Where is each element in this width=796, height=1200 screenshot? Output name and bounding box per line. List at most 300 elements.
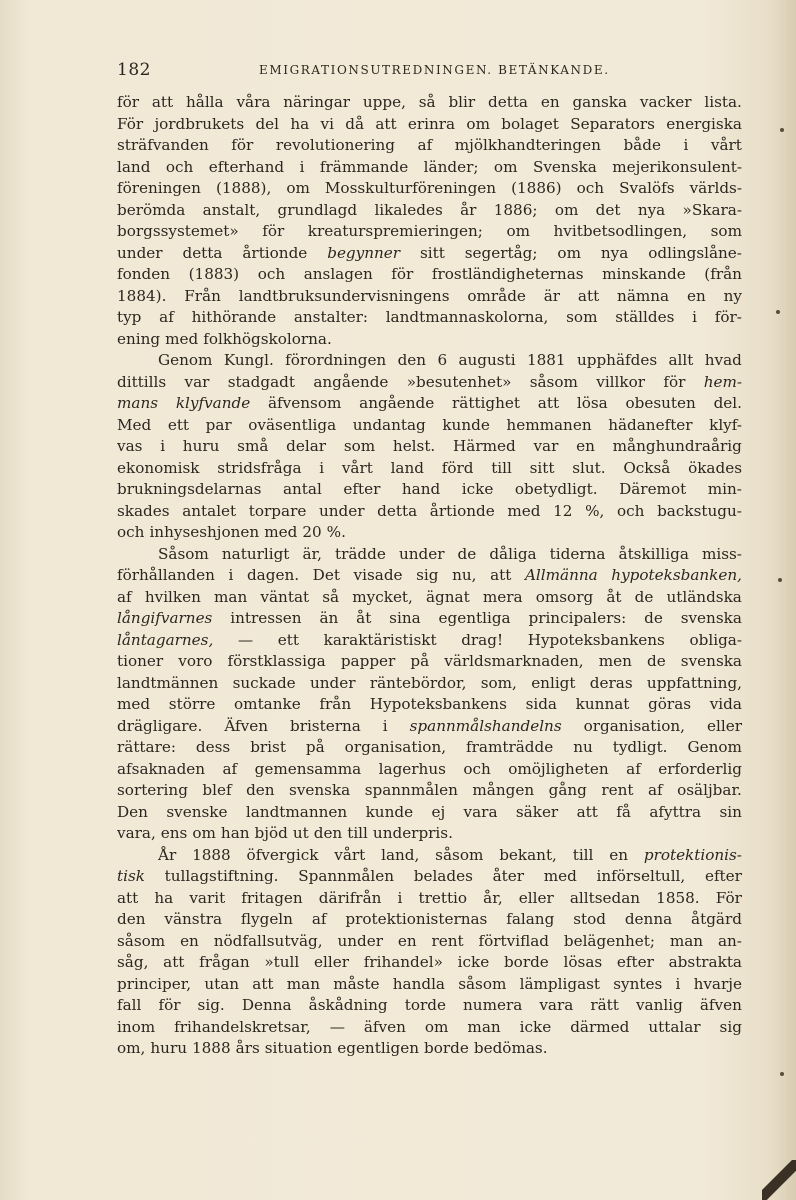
word: 12 bbox=[553, 501, 573, 520]
word: äfven bbox=[363, 1017, 406, 1036]
italic-word: långifvarnes bbox=[117, 609, 213, 627]
word: svenska bbox=[289, 781, 351, 799]
word: karaktäristiskt bbox=[323, 630, 437, 649]
text-line bbox=[117, 415, 742, 437]
text-line bbox=[117, 329, 742, 351]
word: därifrån bbox=[318, 888, 382, 907]
word: år bbox=[460, 200, 477, 219]
word: Denna bbox=[241, 996, 292, 1014]
word: undantag bbox=[352, 415, 426, 434]
word: augusti bbox=[458, 351, 516, 369]
text-line bbox=[117, 780, 742, 802]
word: fonden bbox=[117, 265, 171, 283]
text-line bbox=[117, 888, 742, 910]
word: Hypoteksbankens bbox=[527, 630, 665, 649]
word: de bbox=[634, 587, 654, 606]
word: vi bbox=[320, 114, 334, 133]
word: deras bbox=[589, 673, 633, 692]
word: och bbox=[617, 501, 645, 520]
word: detta bbox=[488, 93, 528, 111]
word: om bbox=[424, 1017, 449, 1036]
word: länder; bbox=[423, 157, 479, 176]
word: 1881 bbox=[526, 351, 566, 369]
word: efter bbox=[704, 867, 742, 885]
word: vida bbox=[709, 695, 742, 713]
word: Genom bbox=[687, 738, 742, 756]
word: ening bbox=[117, 329, 161, 348]
word: ekonomisk bbox=[117, 458, 200, 477]
word: bedömas. bbox=[473, 1039, 548, 1057]
word: anstalter: bbox=[293, 308, 368, 326]
text-line bbox=[117, 307, 742, 329]
word: för bbox=[117, 93, 140, 111]
print-speck bbox=[780, 1072, 784, 1076]
word: minskande bbox=[602, 265, 686, 283]
text-line bbox=[117, 221, 742, 243]
word: sida bbox=[525, 695, 557, 713]
word: fritagen bbox=[241, 888, 303, 907]
word: näringar bbox=[283, 93, 351, 111]
word: huru bbox=[182, 437, 220, 455]
word: bjöd bbox=[254, 824, 288, 842]
word: ställdes bbox=[615, 308, 675, 326]
text-line bbox=[117, 479, 742, 501]
word: sträfvanden bbox=[117, 136, 209, 154]
word: under bbox=[337, 931, 384, 950]
word: om bbox=[286, 179, 310, 197]
word: brukningsdelarnas bbox=[117, 480, 262, 498]
word: om bbox=[493, 157, 518, 176]
word: numera bbox=[463, 996, 523, 1014]
word: varit bbox=[189, 888, 226, 907]
word: efter bbox=[616, 953, 654, 971]
word: backstugu- bbox=[657, 501, 742, 520]
word: min- bbox=[707, 480, 742, 498]
word: under bbox=[117, 243, 163, 262]
italic-word: låntagarnes, bbox=[117, 630, 214, 649]
word: bolaget bbox=[501, 114, 559, 133]
word: de bbox=[646, 652, 666, 670]
word: för bbox=[158, 996, 181, 1014]
word: frågan bbox=[199, 953, 250, 971]
word: upphäfdes bbox=[576, 351, 658, 369]
text-line bbox=[117, 350, 742, 372]
word: i bbox=[675, 974, 681, 993]
word: den bbox=[313, 824, 343, 842]
word: vas bbox=[117, 437, 143, 455]
word: denna bbox=[624, 910, 673, 928]
word: som bbox=[566, 308, 598, 326]
word: lämpligast bbox=[519, 974, 601, 993]
word: under bbox=[309, 673, 356, 692]
word: af bbox=[647, 781, 663, 799]
word: med bbox=[165, 329, 199, 348]
word: Mosskulturföreningen bbox=[324, 179, 497, 197]
word: gemensamma bbox=[254, 759, 362, 778]
word: en bbox=[686, 286, 706, 305]
word: till bbox=[572, 845, 594, 864]
word: vacker bbox=[639, 93, 692, 111]
word: eller bbox=[707, 716, 742, 735]
word: han bbox=[220, 824, 250, 842]
word: för bbox=[663, 372, 686, 391]
word: detta bbox=[377, 501, 418, 520]
word: antalet bbox=[182, 501, 237, 520]
page-edge-mark bbox=[762, 1160, 796, 1200]
word: »tull bbox=[264, 953, 300, 971]
word: Med bbox=[117, 415, 152, 434]
word: var bbox=[533, 437, 559, 455]
word: med bbox=[117, 695, 151, 713]
page-header bbox=[117, 60, 742, 84]
text-line bbox=[117, 931, 742, 953]
word: som bbox=[710, 222, 742, 240]
word: jordbrukets bbox=[154, 114, 245, 133]
italic-word: protektionis- bbox=[643, 845, 742, 864]
word: kunde bbox=[442, 415, 490, 434]
word: de bbox=[644, 609, 663, 627]
text-line bbox=[117, 909, 742, 931]
word: med bbox=[543, 867, 577, 885]
word: Också bbox=[623, 458, 671, 477]
word: stridsfråga bbox=[217, 458, 302, 477]
italic-word: mans bbox=[117, 394, 159, 412]
word: lagerhus bbox=[378, 759, 446, 778]
italic-word: begynner bbox=[327, 243, 401, 262]
word: att bbox=[577, 286, 600, 305]
word: antal bbox=[282, 480, 322, 498]
word: säker bbox=[515, 802, 559, 821]
word: nya bbox=[637, 200, 666, 219]
word: svenska bbox=[680, 652, 742, 670]
word: (1888), bbox=[215, 179, 272, 197]
word: uttalar bbox=[648, 1017, 701, 1036]
word: torpare bbox=[248, 501, 307, 520]
word: icke bbox=[519, 1017, 552, 1036]
word: nämna bbox=[617, 286, 670, 305]
italic-word: hypoteksbanken, bbox=[611, 566, 742, 584]
word: papper bbox=[340, 652, 396, 670]
word: För bbox=[117, 114, 144, 133]
word: i bbox=[692, 308, 697, 326]
word: odlingslåne- bbox=[648, 243, 742, 262]
word: de bbox=[457, 544, 477, 563]
word: den bbox=[397, 351, 427, 369]
word: suckade bbox=[232, 673, 296, 692]
word: Separators bbox=[570, 114, 655, 133]
word: kunde bbox=[365, 802, 414, 821]
word: om bbox=[466, 114, 490, 133]
word: större bbox=[168, 695, 216, 713]
page-number: 182 bbox=[117, 60, 151, 80]
word: på bbox=[410, 652, 430, 670]
word: rättighet bbox=[452, 394, 521, 412]
word: hädanefter bbox=[608, 415, 693, 434]
word: tullagstiftning. bbox=[164, 867, 279, 885]
word: an- bbox=[717, 931, 742, 950]
word: skades bbox=[117, 501, 170, 520]
text-line bbox=[117, 866, 742, 888]
word: mjölkhandteringen bbox=[454, 136, 601, 154]
word: små bbox=[237, 437, 269, 455]
word: att bbox=[375, 114, 397, 133]
word: ägnat bbox=[426, 587, 470, 606]
text-line bbox=[117, 522, 742, 544]
word: ut bbox=[292, 824, 309, 842]
word: lösas bbox=[563, 953, 603, 971]
word: Kungl. bbox=[223, 351, 274, 369]
word: anstalt, bbox=[202, 200, 261, 219]
word: landtmannaskolorna, bbox=[385, 308, 549, 326]
word: såsom bbox=[458, 974, 507, 993]
word: obesuten bbox=[625, 394, 696, 412]
word: förstklassiga bbox=[227, 652, 326, 670]
word: Hypoteksbankens bbox=[369, 695, 507, 713]
word: lista. bbox=[704, 93, 742, 111]
word: villkor bbox=[596, 372, 645, 391]
word: för bbox=[391, 265, 414, 283]
text-line bbox=[117, 114, 742, 136]
word: falang bbox=[506, 910, 555, 928]
word: att bbox=[163, 953, 185, 971]
word: få bbox=[616, 802, 631, 821]
word: förtviflad bbox=[478, 931, 549, 950]
text-line bbox=[117, 608, 742, 630]
print-speck bbox=[776, 310, 780, 314]
word: land bbox=[117, 157, 151, 176]
word: Det bbox=[312, 566, 340, 584]
word: — bbox=[329, 1017, 345, 1036]
word: ej bbox=[431, 802, 446, 821]
word: såsom bbox=[117, 931, 166, 950]
word: obliga- bbox=[689, 630, 742, 649]
word: drägligare. bbox=[117, 716, 203, 735]
word: förordningen bbox=[285, 351, 387, 369]
word: allt bbox=[668, 351, 694, 369]
word: föreningen bbox=[117, 179, 201, 197]
word: energiska bbox=[666, 114, 742, 133]
word: att bbox=[252, 974, 274, 993]
word: helst. bbox=[392, 437, 436, 455]
word: omsorg bbox=[535, 587, 594, 606]
word: Svalöfs bbox=[619, 179, 675, 197]
word: ett bbox=[167, 415, 190, 434]
word: hvarje bbox=[693, 974, 742, 993]
word: tydligt. bbox=[612, 738, 668, 756]
word: var bbox=[184, 372, 210, 391]
word: grundlagd bbox=[277, 200, 358, 219]
text-line bbox=[117, 823, 742, 845]
word: både bbox=[623, 136, 661, 154]
word: äfvensom bbox=[268, 394, 342, 412]
word: den bbox=[117, 910, 146, 928]
word: under bbox=[398, 544, 445, 563]
word: ny bbox=[723, 286, 742, 305]
word: delar bbox=[286, 437, 327, 455]
word: spannmålen bbox=[364, 781, 458, 799]
word: och bbox=[463, 759, 491, 778]
word: sin bbox=[719, 802, 742, 821]
word: af bbox=[417, 136, 433, 154]
word: icke bbox=[461, 480, 494, 498]
word: rent bbox=[431, 931, 464, 950]
text-line bbox=[117, 651, 742, 673]
word: åskådning bbox=[308, 996, 388, 1014]
text-line bbox=[117, 737, 742, 759]
word: 6 bbox=[437, 351, 448, 369]
text-line bbox=[117, 501, 742, 523]
word: mycket, bbox=[352, 587, 413, 606]
text-line bbox=[117, 630, 742, 652]
word: eller bbox=[518, 888, 554, 907]
word: så bbox=[418, 93, 436, 111]
word: nu bbox=[573, 738, 593, 756]
word: (från bbox=[704, 265, 742, 283]
word: sina bbox=[389, 609, 421, 627]
word: väntat bbox=[260, 587, 310, 606]
text-line bbox=[117, 1017, 742, 1039]
text-line bbox=[117, 243, 742, 265]
word: afsaknaden bbox=[117, 759, 206, 778]
word: rätt bbox=[590, 996, 619, 1014]
word: 1858. bbox=[656, 888, 700, 907]
word: stod bbox=[573, 910, 606, 928]
word: såsom bbox=[529, 372, 578, 391]
word: dittills bbox=[117, 372, 167, 391]
text-line bbox=[117, 178, 742, 200]
word: och bbox=[117, 523, 145, 541]
text-line bbox=[117, 759, 742, 781]
word: 20 bbox=[302, 523, 322, 541]
word: för bbox=[262, 222, 285, 240]
word: svenska bbox=[680, 609, 742, 627]
word: 1886; bbox=[493, 200, 538, 219]
print-speck bbox=[778, 578, 782, 582]
word: visade bbox=[353, 566, 403, 584]
word: tioner bbox=[117, 652, 164, 670]
text-line bbox=[117, 587, 742, 609]
word: dagen. bbox=[246, 566, 300, 584]
word: räntebördor, bbox=[369, 673, 467, 692]
word: hand bbox=[401, 480, 441, 498]
italic-word: klyfvande bbox=[175, 394, 251, 412]
word: sig bbox=[719, 1017, 742, 1036]
word: vårt bbox=[710, 136, 742, 154]
running-head: EMIGRATIONSUTREDNINGEN. BETÄNKANDE. bbox=[259, 63, 610, 77]
word: måste bbox=[333, 974, 380, 993]
word: detta bbox=[182, 243, 223, 262]
word: åter bbox=[492, 867, 524, 885]
body-text bbox=[117, 92, 742, 1060]
word: berömda bbox=[117, 200, 186, 219]
word: erforderlig bbox=[658, 759, 742, 778]
word: belades bbox=[413, 867, 473, 885]
word: voro bbox=[178, 652, 213, 670]
word: ganska bbox=[572, 93, 628, 111]
word: erinra bbox=[407, 114, 456, 133]
word: främmande bbox=[319, 157, 409, 176]
word: likaledes bbox=[374, 200, 443, 219]
word: under bbox=[318, 501, 365, 520]
word: nya bbox=[600, 243, 629, 262]
word: gång bbox=[548, 781, 587, 799]
word: %, bbox=[585, 501, 605, 520]
word: utländska bbox=[666, 587, 742, 606]
word: på bbox=[305, 738, 325, 756]
word: med bbox=[507, 501, 541, 520]
word: principalers: bbox=[528, 609, 627, 627]
word: sig. bbox=[197, 996, 225, 1014]
word: rent bbox=[601, 781, 634, 799]
word: dess bbox=[195, 738, 231, 756]
word: fall bbox=[117, 996, 142, 1014]
word: drag! bbox=[461, 630, 504, 649]
word: uppfattning, bbox=[646, 673, 742, 692]
word: del. bbox=[713, 394, 742, 412]
text-line bbox=[117, 393, 742, 415]
word: organisation, bbox=[344, 738, 447, 756]
word: »besutenhet» bbox=[406, 372, 512, 391]
word: intressen bbox=[230, 609, 302, 627]
word: år, bbox=[483, 888, 503, 907]
word: i bbox=[382, 716, 388, 735]
word: frostländigheternas bbox=[431, 265, 584, 283]
word: Spannmålen bbox=[298, 867, 395, 885]
word: och bbox=[257, 265, 286, 283]
word: naturligt bbox=[221, 544, 290, 563]
text-line bbox=[117, 157, 742, 179]
text-line bbox=[117, 1038, 742, 1060]
word: månghundraårig bbox=[612, 437, 742, 455]
word: rättare: bbox=[117, 738, 176, 756]
word: ökades bbox=[688, 458, 742, 477]
word: till bbox=[347, 824, 368, 842]
word: — bbox=[237, 630, 254, 649]
word: tiderna bbox=[549, 544, 606, 563]
word: den bbox=[246, 781, 275, 799]
word: så bbox=[322, 587, 340, 606]
word: om bbox=[192, 824, 216, 842]
word: utan bbox=[204, 974, 240, 993]
word: klyf- bbox=[709, 415, 742, 434]
word: som bbox=[343, 437, 376, 455]
word: (1886) bbox=[511, 179, 562, 197]
word: då bbox=[345, 114, 365, 133]
word: en bbox=[540, 93, 560, 111]
word: införseltull, bbox=[596, 867, 686, 885]
word: del bbox=[255, 114, 280, 133]
word: stadgadt bbox=[227, 372, 295, 391]
word: af bbox=[117, 587, 132, 606]
word: är bbox=[543, 286, 561, 305]
word: uppe, bbox=[362, 93, 406, 111]
word: Från bbox=[184, 286, 221, 305]
word: af bbox=[222, 759, 238, 778]
word: område bbox=[467, 286, 526, 305]
word: svenske bbox=[166, 802, 228, 821]
word: typ bbox=[117, 308, 142, 326]
word: trädde bbox=[335, 544, 386, 563]
word: borde bbox=[424, 1039, 469, 1057]
word: vanlig bbox=[635, 996, 683, 1014]
word: för- bbox=[714, 308, 742, 326]
word: Såsom bbox=[158, 544, 209, 563]
word: 1884). bbox=[117, 286, 167, 305]
word: hithörande bbox=[191, 308, 277, 326]
word: vara bbox=[539, 996, 574, 1014]
text-line bbox=[117, 286, 742, 308]
word: flygeln bbox=[240, 910, 293, 928]
